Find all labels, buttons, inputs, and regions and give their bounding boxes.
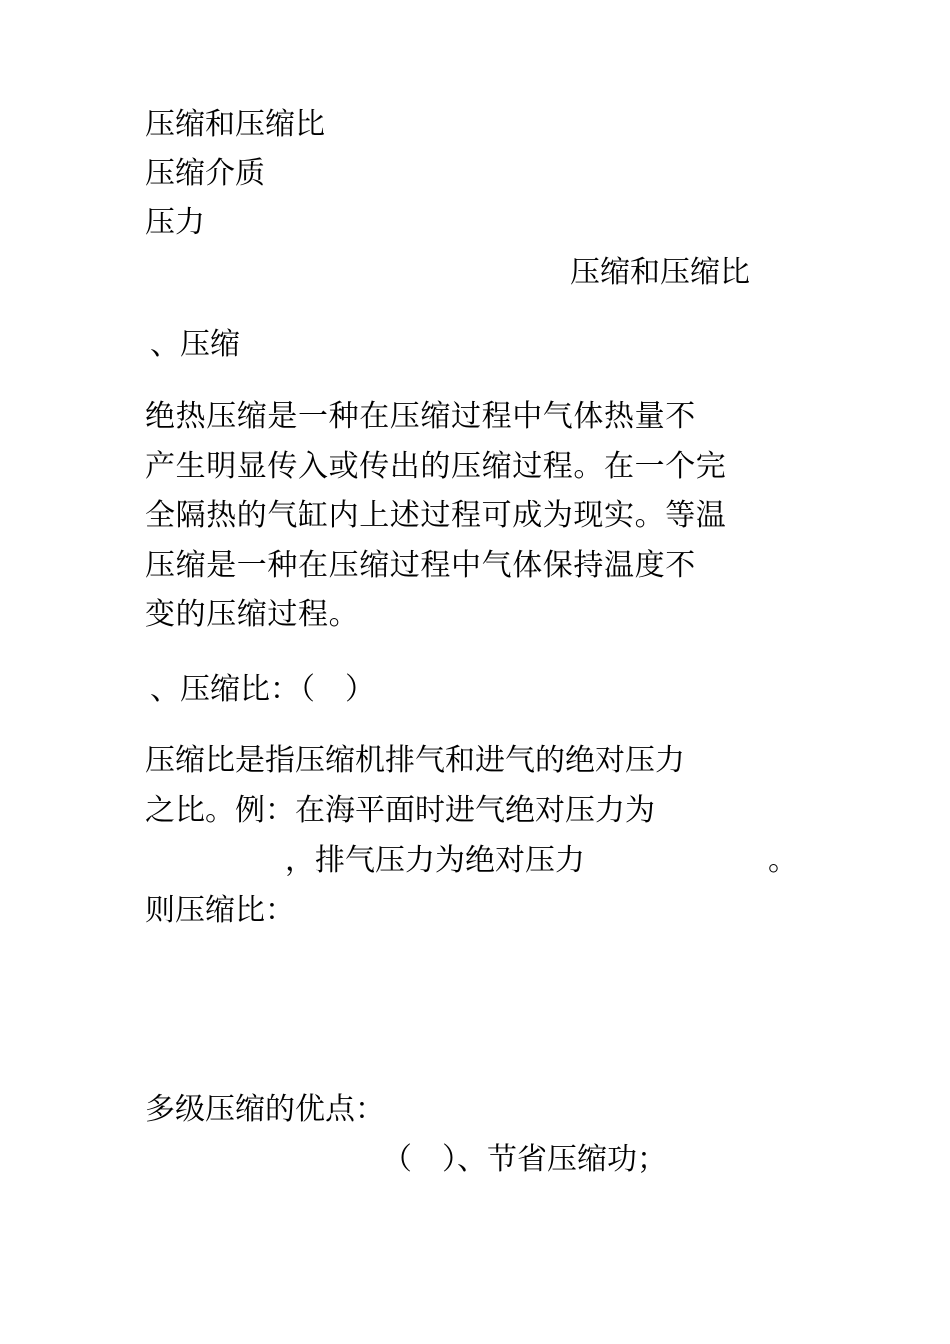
multistage-title: 多级压缩的优点： [145,1092,385,1127]
paragraph-ratio-line-1: 压缩比是指压缩机排气和进气的绝对压力 [145,743,685,778]
paragraph-line: 全隔热的气缸内上述过程可成为现实。等温 [145,498,727,533]
paragraph-line: 变的压缩过程。 [145,597,360,632]
paragraph-ratio-line-4: 则压缩比： [145,893,295,928]
toc-item-3: 压力 [145,205,205,240]
paragraph-compression [145,392,815,640]
paragraph-ratio-line-3a: ，排气压力为绝对压力 [285,843,585,878]
paragraph-line: 产生明显传入或传出的压缩过程。在一个完 [145,448,727,484]
paragraph-line: 压缩是一种在压缩过程中气体保持温度不 [145,547,696,583]
section-title: 压缩和压缩比 [570,255,750,290]
toc-item-2: 压缩介质 [145,156,265,191]
heading-compression: 、压缩 [150,327,240,362]
heading-compression-ratio: 、压缩比：（ ） [150,672,375,707]
paragraph-line: 绝热压缩是一种在压缩过程中气体热量不 [145,399,696,434]
multistage-item-1: （ ）、节省压缩功； [382,1142,667,1177]
paragraph-ratio-line-2: 之比。例：在海平面时进气绝对压力为 [145,793,655,828]
paragraph-ratio-line-3b: 。 [768,843,798,878]
toc-item-1: 压缩和压缩比 [145,107,325,142]
